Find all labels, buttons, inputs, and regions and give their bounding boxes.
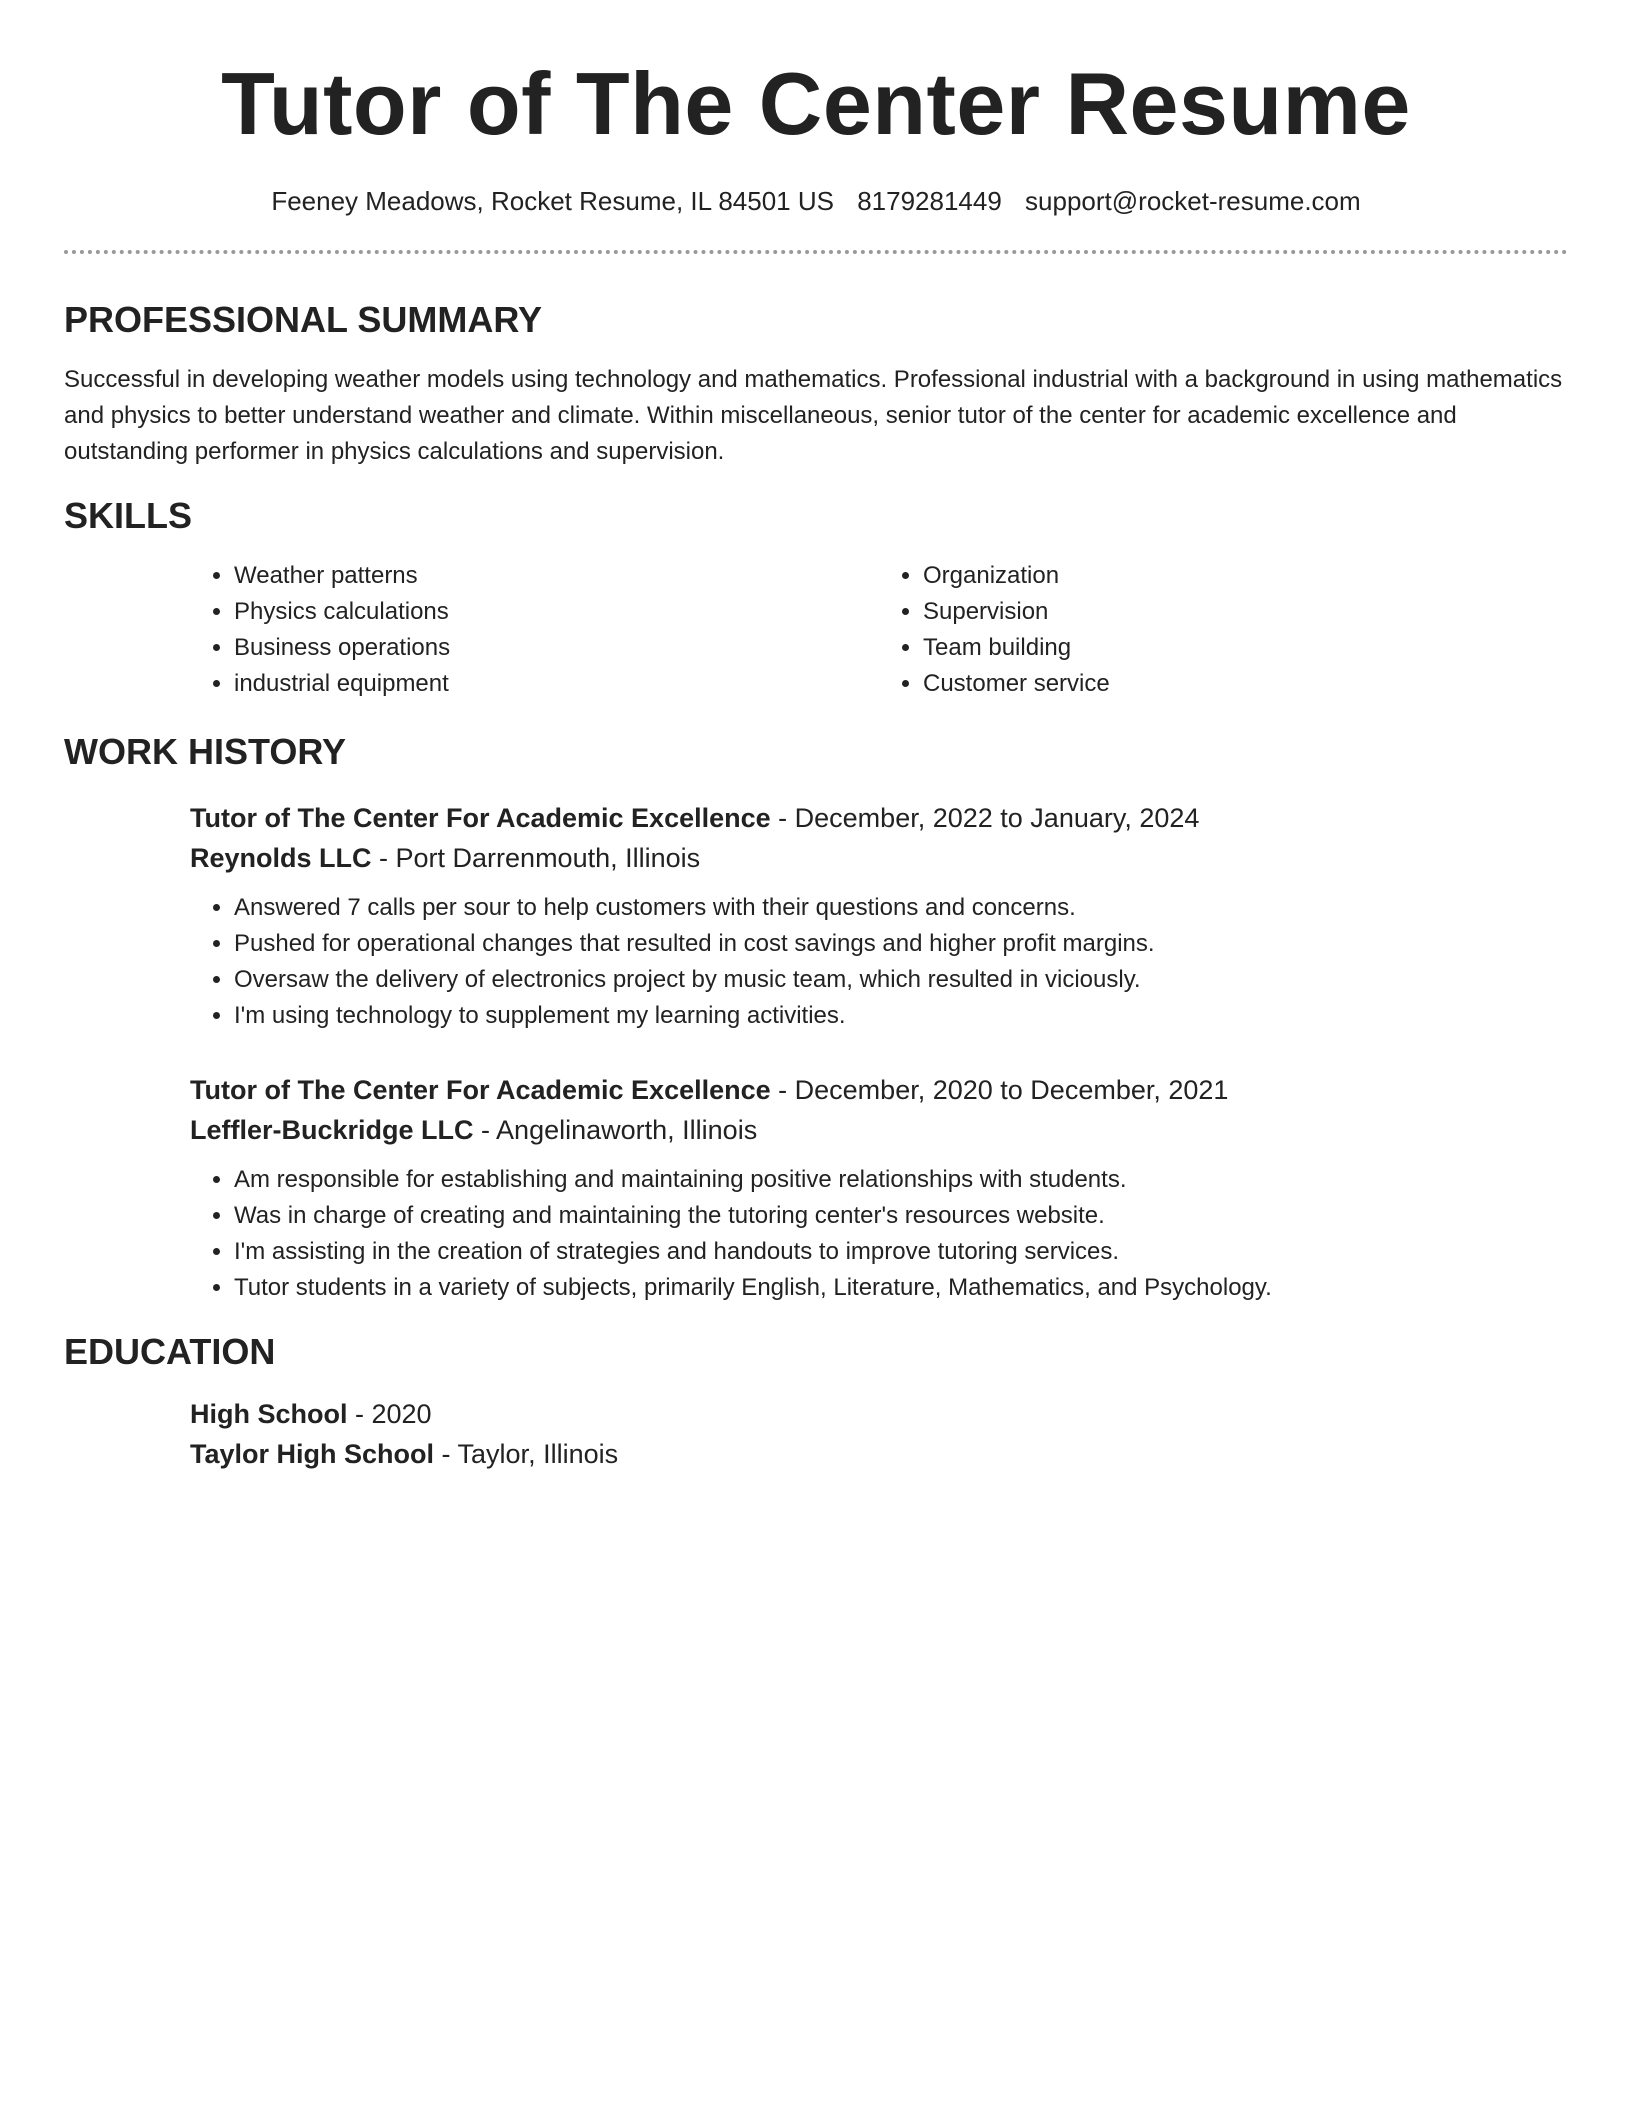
contact-email: support@rocket-resume.com <box>1025 186 1361 216</box>
job-bullet: • I'm assisting in the creation of strategies and handouts to improve tutoring services. <box>234 1234 1568 1270</box>
separator: - <box>770 803 795 833</box>
job-bullet: • Was in charge of creating and maintaining the tutoring center's resources website. <box>234 1198 1568 1234</box>
job-company-line <box>190 838 1568 878</box>
job-bullet: • Pushed for operational changes that resulted in cost savings and higher profit margins. <box>234 926 1568 962</box>
skills-grid <box>190 558 1568 702</box>
job-dates: December, 2020 to December, 2021 <box>794 1075 1229 1105</box>
job-bullet: • Answered 7 calls per sour to help customers with their questions and concerns. <box>234 890 1568 926</box>
job-bullet: • Am responsible for establishing and maintaining positive relationships with students. <box>234 1162 1568 1198</box>
job-entry <box>190 1070 1568 1306</box>
education-year: 2020 <box>371 1399 432 1429</box>
skills-column-right <box>879 558 1568 702</box>
job-dates: December, 2022 to January, 2024 <box>794 803 1200 833</box>
skill-item: • Supervision <box>923 594 1568 630</box>
skill-item: • industrial equipment <box>234 666 879 702</box>
skill-item: • Weather patterns <box>234 558 879 594</box>
header-divider <box>64 250 1568 254</box>
education-degree: High School <box>190 1399 348 1429</box>
job-company: Leffler-Buckridge LLC <box>190 1115 474 1145</box>
education-school: Taylor High School <box>190 1439 435 1469</box>
contact-address: Feeney Meadows, Rocket Resume, IL 84501 US <box>271 186 834 216</box>
job-entry <box>190 798 1568 1034</box>
job-bullet: • Oversaw the delivery of electronics project by music team, which resulted in viciously. <box>234 962 1568 998</box>
job-bullet: • Tutor students in a variety of subjects, primarily English, Literature, Mathematics, and Psychology. <box>234 1270 1568 1306</box>
skills-column-left <box>190 558 879 702</box>
job-location: Port Darrenmouth, Illinois <box>395 843 701 873</box>
job-bullet: • I'm using technology to supplement my learning activities. <box>234 998 1568 1034</box>
separator: - <box>770 1075 795 1105</box>
job-location: Angelinaworth, Illinois <box>496 1115 758 1145</box>
skill-item: • Business operations <box>234 630 879 666</box>
skill-item: • Customer service <box>923 666 1568 702</box>
job-company: Reynolds LLC <box>190 843 372 873</box>
summary-text: Successful in developing weather models using technology and mathematics. Professional industrial with a background in using mathematics and physics to better understand weather and climate. Within miscellaneous, senior tutor of the center for academic excellence and outstanding performer in physics calculations and supervision. <box>64 366 1563 465</box>
job-bullets <box>190 890 1568 1034</box>
work-history-section <box>64 730 1568 1306</box>
skills-section <box>64 494 1568 702</box>
education-section <box>64 1330 1568 1474</box>
education-entry <box>190 1394 1568 1474</box>
professional-summary-section <box>64 298 1568 470</box>
job-company-line <box>190 1110 1568 1150</box>
job-title-line <box>190 798 1568 838</box>
separator: - <box>434 1439 458 1469</box>
skill-item: • Physics calculations <box>234 594 879 630</box>
job-title: Tutor of The Center For Academic Excellence <box>190 1075 771 1105</box>
contact-line <box>64 184 1568 218</box>
resume-header <box>64 0 1568 254</box>
contact-phone: 8179281449 <box>857 186 1002 216</box>
resume-title: Tutor of The Center Resume <box>221 54 1411 153</box>
section-heading-work: WORK HISTORY <box>64 731 347 772</box>
job-title: Tutor of The Center For Academic Excellence <box>190 803 771 833</box>
skill-item: • Team building <box>923 630 1568 666</box>
job-title-line <box>190 1070 1568 1110</box>
education-school-line <box>190 1434 1568 1474</box>
separator: - <box>473 1115 497 1145</box>
skill-item: • Organization <box>923 558 1568 594</box>
section-heading-summary: PROFESSIONAL SUMMARY <box>64 299 543 340</box>
section-heading-education: EDUCATION <box>64 1331 276 1372</box>
job-bullets <box>190 1162 1568 1306</box>
education-location: Taylor, Illinois <box>457 1439 619 1469</box>
separator: - <box>347 1399 372 1429</box>
separator: - <box>371 843 396 873</box>
education-degree-line <box>190 1394 1568 1434</box>
section-heading-skills: SKILLS <box>64 495 193 536</box>
